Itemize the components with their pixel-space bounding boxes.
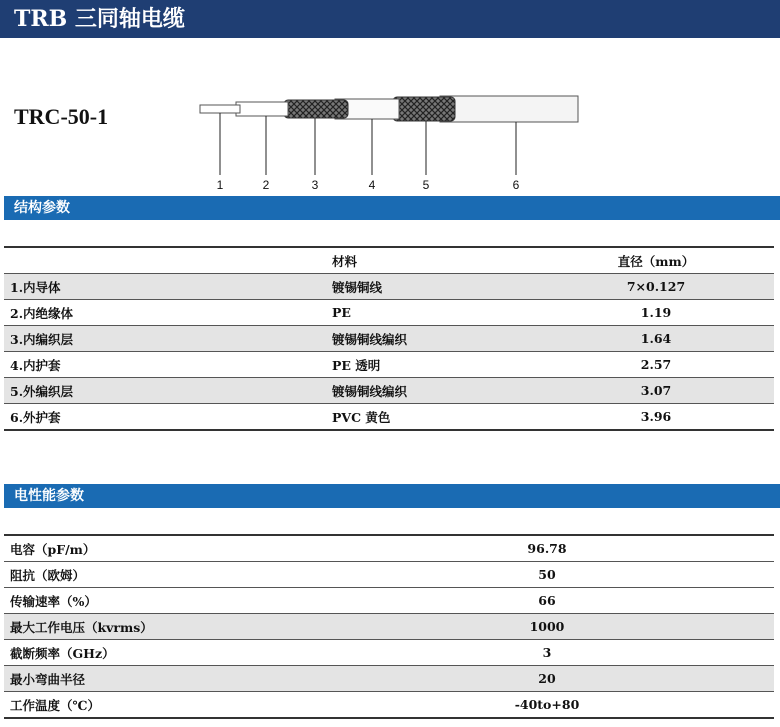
parameter-name: 截断频率（GHz）: [4, 640, 436, 666]
parameter-value: 66: [436, 588, 658, 614]
table-row: [4, 666, 774, 692]
callout-2: 2: [262, 178, 270, 192]
table-row: [4, 404, 774, 431]
outer-braid: [393, 97, 455, 121]
component-diameter: 3.07: [538, 378, 774, 404]
table-row: [4, 535, 774, 562]
callout-6: 6: [512, 178, 520, 192]
component-diameter: 3.96: [538, 404, 774, 431]
model-name: TRC-50-1: [14, 104, 109, 129]
structure-section-header: 结构参数: [4, 196, 780, 220]
component-material: PE 透明: [326, 352, 538, 378]
header-diameter: 直径（mm）: [538, 247, 774, 274]
cable-cross-section-diagram: [0, 80, 780, 195]
parameter-value: 96.78: [436, 535, 658, 562]
component-diameter: 7×0.127: [538, 274, 774, 300]
electrical-table: [4, 534, 774, 719]
table-row: [4, 562, 774, 588]
table-row: [4, 326, 774, 352]
parameter-name: 最小弯曲半径: [4, 666, 436, 692]
parameter-name: 传输速率（%）: [4, 588, 436, 614]
callout-5: 5: [422, 178, 430, 192]
component-name: 1.内导体: [4, 274, 326, 300]
parameter-name: 电容（pF/m）: [4, 535, 436, 562]
table-row: [4, 640, 774, 666]
callout-3: 3: [311, 178, 319, 192]
callout-1: 1: [216, 178, 224, 192]
component-name: 3.内编织层: [4, 326, 326, 352]
component-diameter: 1.64: [538, 326, 774, 352]
component-name: 4.内护套: [4, 352, 326, 378]
component-material: 镀锡铜线编织: [326, 378, 538, 404]
table-row: [4, 692, 774, 719]
component-diameter: 2.57: [538, 352, 774, 378]
component-name: 6.外护套: [4, 404, 326, 431]
parameter-value: 1000: [436, 614, 658, 640]
parameter-value: 20: [436, 666, 658, 692]
component-material: 镀锡铜线: [326, 274, 538, 300]
table-row: [4, 588, 774, 614]
table-row: [4, 300, 774, 326]
inner-braid: [284, 100, 348, 118]
component-name: 2.内绝缘体: [4, 300, 326, 326]
component-material: PVC 黄色: [326, 404, 538, 431]
electrical-section-header: 电性能参数: [4, 484, 780, 508]
table-row: [4, 614, 774, 640]
page-title: TRB 三同轴电缆: [0, 0, 780, 38]
inner-conductor: [200, 105, 240, 113]
table-header-row: [4, 247, 774, 274]
parameter-name: 工作温度（℃）: [4, 692, 436, 719]
header-material: 材料: [326, 247, 538, 274]
table-row: [4, 352, 774, 378]
inner-insulation: [236, 102, 288, 116]
table-row: [4, 274, 774, 300]
header-name: [4, 247, 326, 274]
callout-4: 4: [368, 178, 376, 192]
parameter-name: 阻抗（欧姆）: [4, 562, 436, 588]
table-row: [4, 378, 774, 404]
outer-jacket: [440, 96, 578, 122]
component-name: 5.外编织层: [4, 378, 326, 404]
parameter-value: 50: [436, 562, 658, 588]
component-material: PE: [326, 300, 538, 326]
component-material: 镀锡铜线编织: [326, 326, 538, 352]
parameter-value: -40to+80: [436, 692, 658, 719]
component-diameter: 1.19: [538, 300, 774, 326]
structure-table: [4, 246, 774, 431]
parameter-value: 3: [436, 640, 658, 666]
parameter-name: 最大工作电压（kvrms）: [4, 614, 436, 640]
